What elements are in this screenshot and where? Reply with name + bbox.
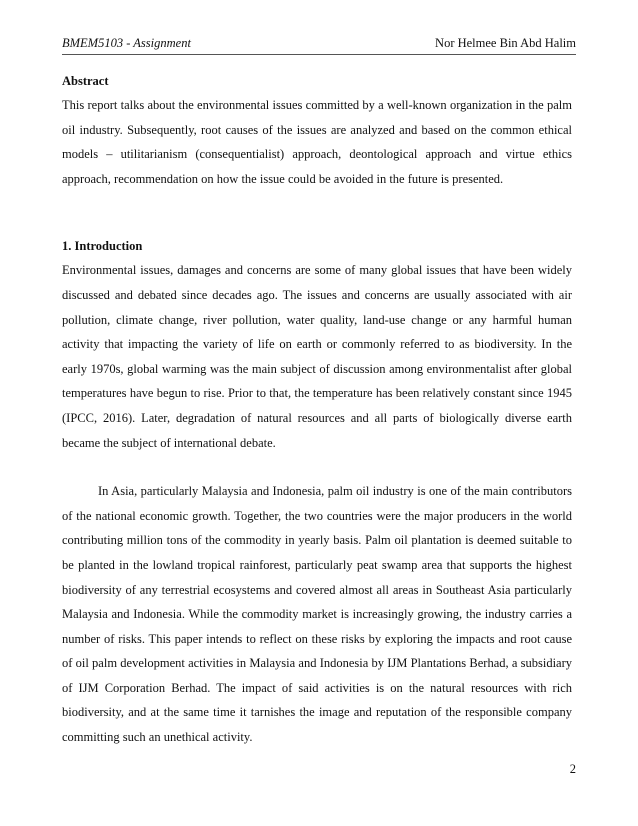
header-course: BMEM5103 - Assignment xyxy=(62,36,191,50)
introduction-paragraph-2: In Asia, particularly Malaysia and Indonesia, palm oil industry is one of the main contributors of the national economic growth. Together, the two countries were the major producers in the world contributing million tons of the commodity in yearly basis. Palm oil plantation is deemed suitable to be planted in the lowland tropical rainforest, particularly peat swamp area that supports the highest biodiversity of any terrestrial ecosystems and covered almost all areas in Southeast Asia particularly Malaysia and Indonesia. While the commodity market is increasingly growing, the industry carries a number of risks. This paper intends to reflect on these risks by exploring the impacts and root cause of oil palm development activities in Malaysia and Indonesia by IJM Plantations Berhad, a subsidiary of IJM Corporation Berhad. The impact of said activities is on the natural resources with rich biodiversity, and at the same time it tarnishes the image and reputation of the responsible company committing such an unethical activity. xyxy=(62,484,572,745)
abstract-section xyxy=(62,74,572,191)
page-header xyxy=(62,36,576,55)
page-number: 2 xyxy=(569,762,576,776)
header-author: Nor Helmee Bin Abd Halim xyxy=(435,36,576,50)
abstract-heading: Abstract xyxy=(62,74,109,88)
page-body xyxy=(62,74,572,750)
introduction-section xyxy=(62,239,572,749)
introduction-heading: 1. Introduction xyxy=(62,239,143,254)
abstract-text: This report talks about the environmental issues committed by a well-known organization in the palm oil industry. Subsequently, root causes of the issues are analyzed and based on the common ethical models – utilitarianism (consequentialist) approach, deontological approach and virtue ethics approach, recommendation on how the issue could be avoided in the future is presented. xyxy=(62,98,572,186)
introduction-paragraph-1: Environmental issues, damages and concerns are some of many global issues that have been widely discussed and debated since decades ago. The issues and concerns are usually associated with air pollution, climate change, river pollution, water quality, land-use change or any harmful human activity that impacting the variety of life on earth or commonly referred to as biodiversity. In the early 1970s, global warming was the main subject of discussion among environmentalist after global temperatures have begun to rise. Prior to that, the temperature has been relatively constant since 1945 (IPCC, 2016). Later, degradation of natural resources and all parts of biologically diverse earth became the subject of international debate. xyxy=(62,263,572,450)
